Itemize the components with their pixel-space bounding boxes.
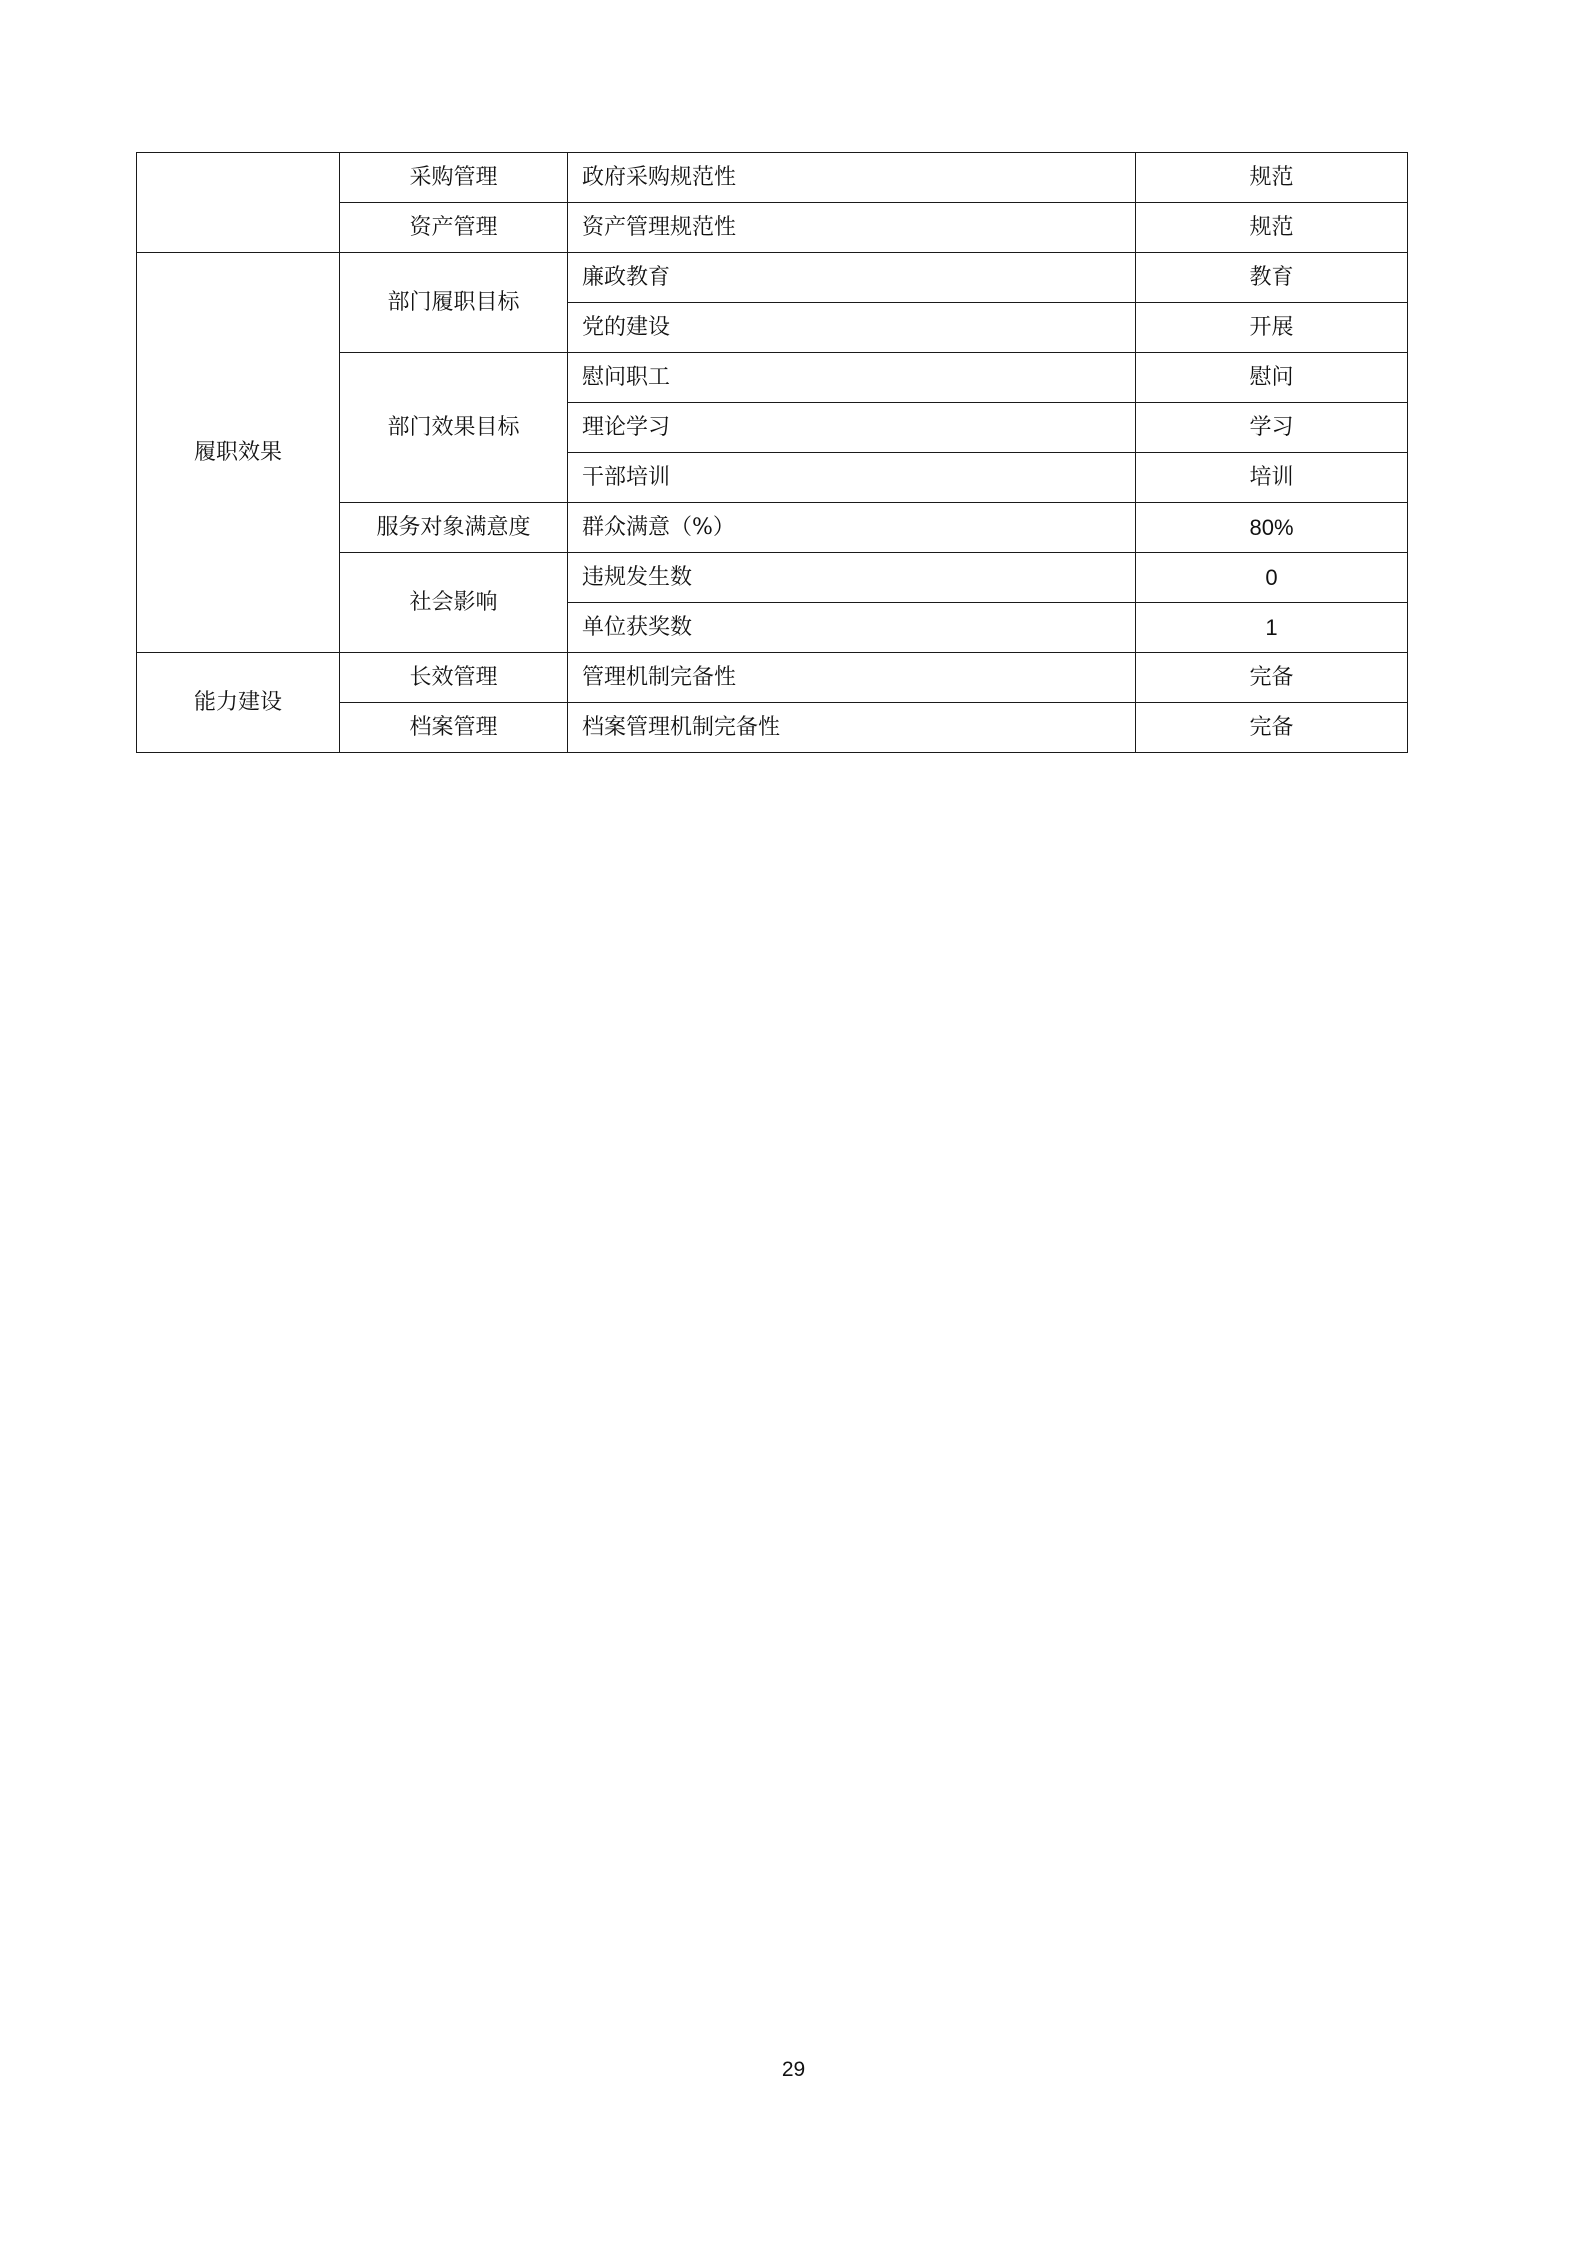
value-cell: 规范: [1136, 153, 1408, 203]
value-cell: 教育: [1136, 253, 1408, 303]
value-cell: 完备: [1136, 653, 1408, 703]
level1-cell: 能力建设: [137, 653, 340, 753]
value-cell: 培训: [1136, 453, 1408, 503]
page-number: 29: [781, 2058, 806, 2081]
level2-cell: 采购管理: [340, 153, 568, 203]
value-cell: 完备: [1136, 703, 1408, 753]
value-cell: 学习: [1136, 403, 1408, 453]
level2-cell: 部门效果目标: [340, 353, 568, 503]
table-row: [137, 153, 1408, 203]
level1-cell: [137, 153, 340, 253]
indicator-cell: 管理机制完备性: [568, 653, 1136, 703]
indicator-cell: 违规发生数: [568, 553, 1136, 603]
indicator-cell: 档案管理机制完备性: [568, 703, 1136, 753]
performance-indicator-table: [136, 152, 1408, 753]
indicator-cell: 资产管理规范性: [568, 203, 1136, 253]
value-cell: 80%: [1136, 503, 1408, 553]
level2-cell: 档案管理: [340, 703, 568, 753]
indicator-cell: 慰问职工: [568, 353, 1136, 403]
indicator-cell: 政府采购规范性: [568, 153, 1136, 203]
value-cell: 开展: [1136, 303, 1408, 353]
level1-cell: 履职效果: [137, 253, 340, 653]
table-row: [137, 653, 1408, 703]
indicator-cell: 干部培训: [568, 453, 1136, 503]
value-cell: 慰问: [1136, 353, 1408, 403]
table-row: [137, 253, 1408, 303]
level2-cell: 资产管理: [340, 203, 568, 253]
value-cell: 0: [1136, 553, 1408, 603]
indicator-cell: 党的建设: [568, 303, 1136, 353]
indicator-cell: 单位获奖数: [568, 603, 1136, 653]
level2-cell: 长效管理: [340, 653, 568, 703]
indicator-cell: 群众满意（%）: [568, 503, 1136, 553]
indicator-cell: 理论学习: [568, 403, 1136, 453]
level2-cell: 社会影响: [340, 553, 568, 653]
value-cell: 1: [1136, 603, 1408, 653]
level2-cell: 服务对象满意度: [340, 503, 568, 553]
indicator-cell: 廉政教育: [568, 253, 1136, 303]
value-cell: 规范: [1136, 203, 1408, 253]
level2-cell: 部门履职目标: [340, 253, 568, 353]
